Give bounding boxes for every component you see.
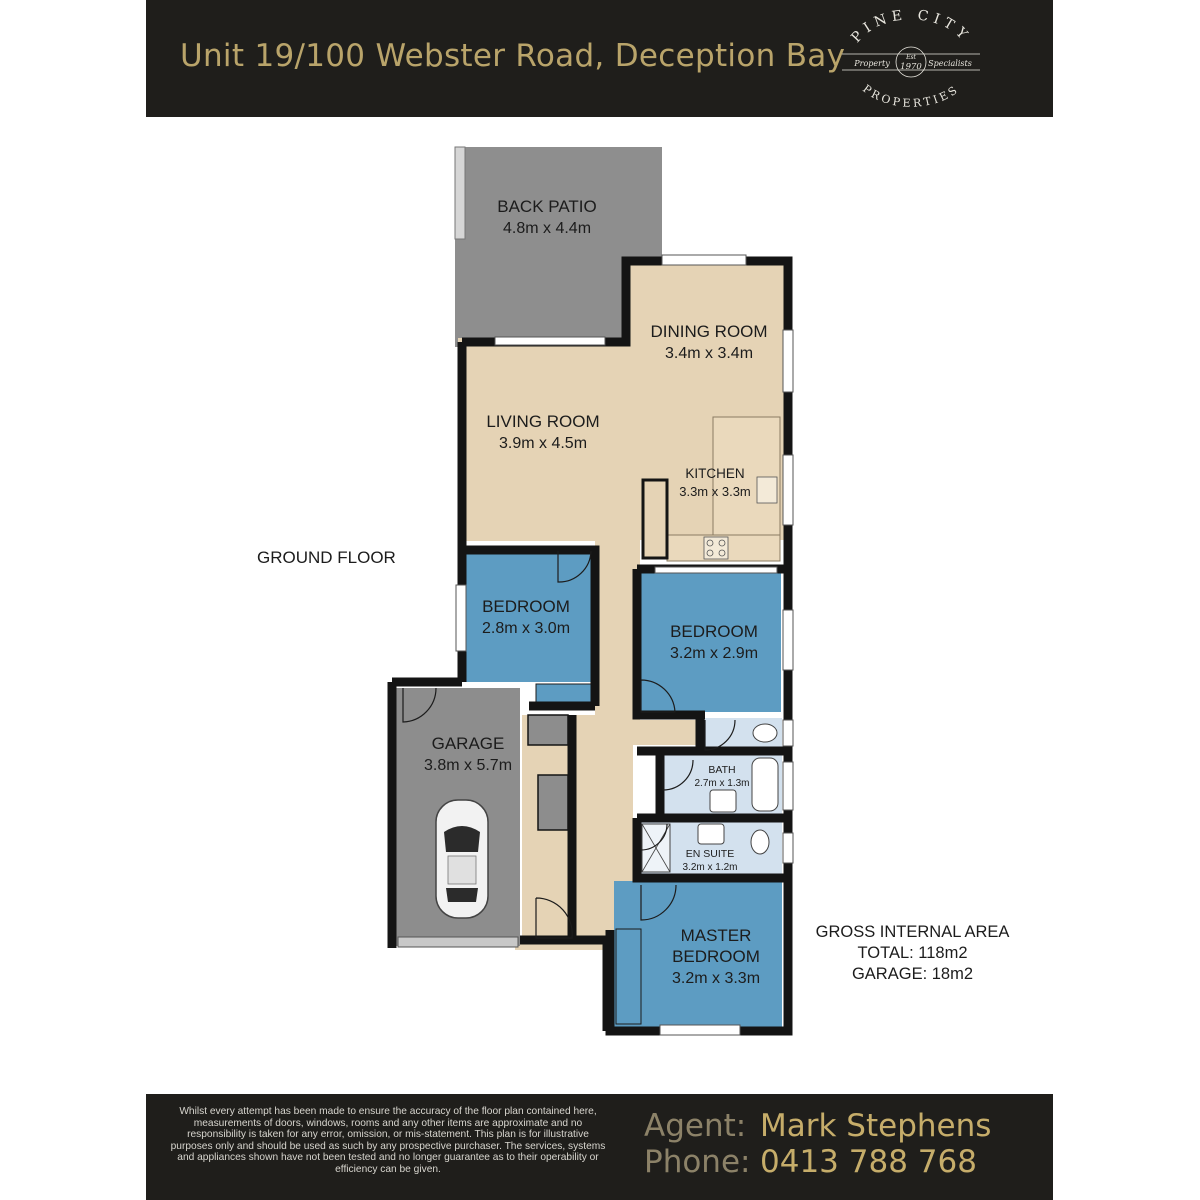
patio-edge xyxy=(455,147,465,239)
master-bedroom-size: 3.2m x 3.3m xyxy=(671,970,761,987)
pantry-area xyxy=(643,480,667,558)
bathtub-icon xyxy=(752,758,778,811)
garage-store xyxy=(528,715,568,745)
gross-area-total: TOTAL: 118m2 xyxy=(857,944,968,962)
agent-label: Agent: xyxy=(644,1108,747,1144)
dining-room-size: 3.4m x 3.4m xyxy=(664,345,754,362)
master-robe xyxy=(616,929,641,1024)
logo-est-text: Est xyxy=(906,54,916,61)
dining-room-label: DINING ROOM xyxy=(650,322,768,341)
living-room-label: LIVING ROOM xyxy=(486,412,600,431)
bath-size: 2.7m x 1.3m xyxy=(694,778,750,789)
phone-label: Phone: xyxy=(644,1144,751,1180)
garage-laundry xyxy=(538,775,568,830)
ensuite-vanity-icon xyxy=(698,824,724,844)
logo-right-text: Specialists xyxy=(928,59,972,68)
phone-number[interactable]: 0413 788 768 xyxy=(760,1144,977,1180)
kitchen-size: 3.3m x 3.3m xyxy=(679,484,751,499)
logo-bottom-text: PROPERTIES xyxy=(860,82,962,108)
en-suite-size: 3.2m x 1.2m xyxy=(682,862,738,873)
ensuite-toilet-icon xyxy=(751,830,769,854)
back-patio-label: BACK PATIO xyxy=(497,197,597,216)
gross-area-heading: GROSS INTERNAL AREA xyxy=(815,923,1010,941)
footer-banner xyxy=(146,1094,1053,1200)
stove-icon xyxy=(704,537,728,559)
property-title: Unit 19/100 Webster Road, Deception Bay xyxy=(180,38,846,74)
garage-label: GARAGE xyxy=(431,734,505,753)
floor-label: GROUND FLOOR xyxy=(257,548,396,567)
living-room-size: 3.9m x 4.5m xyxy=(498,435,588,452)
disclaimer-text: Whilst every attempt has been made to ensure the accuracy of the floor plan contained here, measurements of doors, windows, rooms and any other items are approximate and no responsibility is taken for any error, omission, or mis-statement. This plan is for illustrative purposes only and should be used as such by any prospective purchaser. The services, systems and appliances shown have not been tested and no longer guarantee as to their operability or efficiency can be given. xyxy=(170,1106,606,1175)
master-bedroom-label-1: MASTER xyxy=(680,926,752,945)
garage-size: 3.8m x 5.7m xyxy=(423,757,513,774)
back-patio-size: 4.8m x 4.4m xyxy=(502,220,592,237)
toilet-icon xyxy=(753,724,777,742)
bedroom-2-area xyxy=(641,573,781,712)
bedroom-2-label: BEDROOM xyxy=(670,622,758,641)
agent-name: Mark Stephens xyxy=(760,1108,992,1144)
gross-area-block xyxy=(800,922,1025,985)
en-suite-label: EN SUITE xyxy=(685,848,735,860)
logo-left-text: Property xyxy=(854,59,890,68)
bedroom-2-size: 3.2m x 2.9m xyxy=(669,645,759,662)
logo-top-text: PINE CITY xyxy=(848,8,974,46)
bath-vanity-icon xyxy=(710,790,736,812)
garage-door xyxy=(398,937,518,947)
bedroom-1-label: BEDROOM xyxy=(482,597,570,616)
kitchen-sink-icon xyxy=(757,477,777,503)
bath-label: BATH xyxy=(708,764,736,776)
car-icon xyxy=(436,800,488,918)
logo-year-text: 1970 xyxy=(900,62,922,72)
master-bedroom-label-2: BEDROOM xyxy=(672,947,760,966)
gross-area-garage: GARAGE: 18m2 xyxy=(851,965,974,983)
kitchen-label: KITCHEN xyxy=(685,466,745,481)
bedroom-1-size: 2.8m x 3.0m xyxy=(481,620,571,637)
